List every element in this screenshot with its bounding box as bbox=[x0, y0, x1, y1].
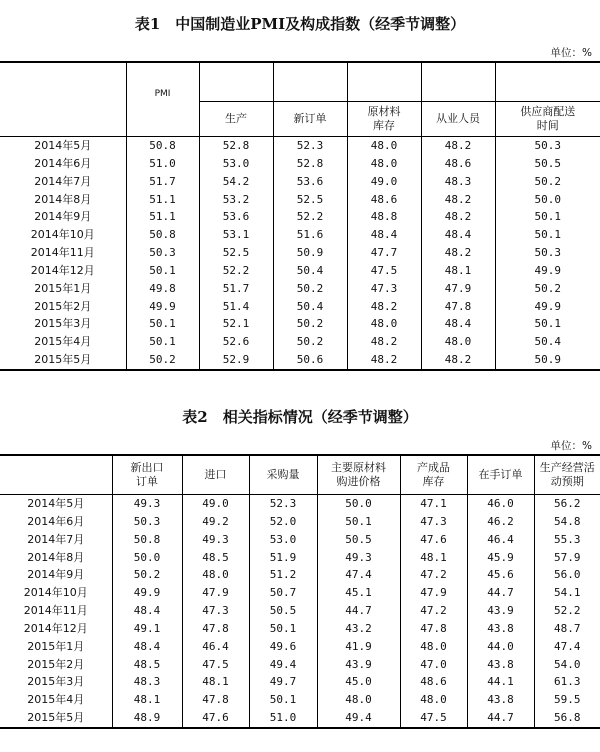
table2-row-label: 2015年3月 bbox=[27, 675, 85, 689]
table2-row bbox=[0, 620, 600, 638]
table2-cell: 49.3 bbox=[112, 495, 182, 513]
table1-cell: 50.1 bbox=[495, 208, 600, 226]
table1-cell: 53.6 bbox=[273, 173, 347, 191]
table2-cell: 44.7 bbox=[317, 602, 400, 620]
table2-cell: 50.0 bbox=[112, 549, 182, 567]
table1-cell: 50.2 bbox=[273, 333, 347, 351]
table1-corner-cell bbox=[0, 62, 126, 137]
table2-cell: 52.2 bbox=[534, 602, 600, 620]
table2-cell: 48.0 bbox=[400, 638, 467, 656]
table1-cell: 48.6 bbox=[421, 155, 495, 173]
table2-cell: 48.0 bbox=[317, 691, 400, 709]
table1-cell: 52.1 bbox=[199, 315, 273, 333]
table1-cell: 50.2 bbox=[495, 173, 600, 191]
table2-cell: 46.2 bbox=[467, 513, 534, 531]
table1-cell: 48.4 bbox=[347, 226, 421, 244]
table2-cell: 47.3 bbox=[400, 513, 467, 531]
table2-cell: 45.9 bbox=[467, 549, 534, 567]
table2-cell: 50.2 bbox=[112, 566, 182, 584]
table2-row-label: 2014年6月 bbox=[27, 514, 85, 528]
table2-cell: 47.4 bbox=[317, 566, 400, 584]
table1-row bbox=[0, 262, 600, 280]
table1-cell: 48.1 bbox=[421, 262, 495, 280]
table1-header-2: 原材料 库存 bbox=[347, 102, 421, 137]
table1-cell: 48.0 bbox=[347, 155, 421, 173]
table2-row bbox=[0, 549, 600, 567]
table1-cell: 48.2 bbox=[347, 351, 421, 370]
table2-row-label: 2015年2月 bbox=[27, 657, 85, 671]
table1-row-label: 2015年2月 bbox=[34, 299, 92, 313]
table1-row bbox=[0, 208, 600, 226]
table2-cell: 48.1 bbox=[112, 691, 182, 709]
table2-row-label: 2015年1月 bbox=[27, 639, 85, 653]
table1-cell: 52.6 bbox=[199, 333, 273, 351]
table1-cell: 50.9 bbox=[495, 351, 600, 370]
table1-cell: 52.5 bbox=[199, 244, 273, 262]
table2-cell: 50.3 bbox=[112, 513, 182, 531]
table1-cell: 50.4 bbox=[495, 333, 600, 351]
table2-cell: 52.3 bbox=[249, 495, 317, 513]
table1-cell: 50.1 bbox=[126, 333, 199, 351]
table2-row-label: 2014年8月 bbox=[27, 550, 85, 564]
table2-cell: 50.5 bbox=[249, 602, 317, 620]
table2-cell: 47.6 bbox=[182, 709, 249, 728]
table1-cell: 50.6 bbox=[273, 351, 347, 370]
table1-cell: 49.0 bbox=[347, 173, 421, 191]
table2-cell: 49.0 bbox=[182, 495, 249, 513]
table2-cell: 45.1 bbox=[317, 584, 400, 602]
table2-cell: 47.8 bbox=[182, 620, 249, 638]
table2-row bbox=[0, 691, 600, 709]
table1-row-label: 2015年4月 bbox=[34, 335, 92, 349]
table2-row-label: 2015年4月 bbox=[27, 693, 85, 707]
table2-row bbox=[0, 656, 600, 674]
table2-row bbox=[0, 638, 600, 656]
table2-cell: 48.4 bbox=[112, 638, 182, 656]
table1-cell: 53.0 bbox=[199, 155, 273, 173]
table2-cell: 47.9 bbox=[400, 584, 467, 602]
table1-cell: 50.8 bbox=[126, 137, 199, 155]
table1-cell: 48.2 bbox=[347, 298, 421, 316]
table2-cell: 47.2 bbox=[400, 566, 467, 584]
table1-cell: 50.5 bbox=[495, 155, 600, 173]
table1-cell: 50.1 bbox=[126, 262, 199, 280]
table2-row-label: 2014年11月 bbox=[23, 604, 88, 618]
table2-cell: 43.8 bbox=[467, 691, 534, 709]
table1-cell: 50.9 bbox=[273, 244, 347, 262]
table2-cell: 46.0 bbox=[467, 495, 534, 513]
table1-row-label: 2015年5月 bbox=[34, 353, 92, 367]
table2-cell: 54.0 bbox=[534, 656, 600, 674]
table1-cell: 50.4 bbox=[273, 298, 347, 316]
table1-cell: 48.4 bbox=[421, 315, 495, 333]
table2-cell: 45.6 bbox=[467, 566, 534, 584]
table2-cell: 47.1 bbox=[400, 495, 467, 513]
table2-cell: 57.9 bbox=[534, 549, 600, 567]
table2-cell: 49.3 bbox=[182, 531, 249, 549]
table1-cell: 48.2 bbox=[347, 333, 421, 351]
table1-cell: 47.7 bbox=[347, 244, 421, 262]
table2-cell: 49.1 bbox=[112, 620, 182, 638]
table2-corner-cell bbox=[0, 455, 112, 495]
table2-cell: 44.7 bbox=[467, 584, 534, 602]
table2-cell: 47.8 bbox=[400, 620, 467, 638]
table1-cell: 47.8 bbox=[421, 298, 495, 316]
table1-cell: 53.2 bbox=[199, 191, 273, 209]
table2-cell: 47.5 bbox=[400, 709, 467, 728]
table1-row-label: 2014年10月 bbox=[30, 228, 95, 242]
table2-cell: 61.3 bbox=[534, 673, 600, 691]
table2-cell: 50.1 bbox=[249, 620, 317, 638]
table2-row-label: 2014年12月 bbox=[23, 621, 88, 635]
table2-cell: 48.3 bbox=[112, 673, 182, 691]
table2-row bbox=[0, 531, 600, 549]
table1-row-label: 2014年12月 bbox=[30, 263, 95, 277]
table2-cell: 52.0 bbox=[249, 513, 317, 531]
table2-cell: 43.2 bbox=[317, 620, 400, 638]
table2-cell: 48.4 bbox=[112, 602, 182, 620]
table1-header-pmi: PMI bbox=[126, 62, 199, 137]
table1-cell: 48.0 bbox=[421, 333, 495, 351]
table2-row-label: 2015年5月 bbox=[27, 711, 85, 725]
table2-row-label: 2014年5月 bbox=[27, 497, 85, 510]
table1-title: 表1 中国制造业PMI及构成指数（经季节调整） bbox=[134, 15, 466, 33]
table2-cell: 56.8 bbox=[534, 709, 600, 728]
table1 bbox=[0, 61, 600, 371]
table2-cell: 50.1 bbox=[317, 513, 400, 531]
table2-cell: 51.9 bbox=[249, 549, 317, 567]
table1-cell: 52.3 bbox=[273, 137, 347, 155]
table1-cell: 48.4 bbox=[421, 226, 495, 244]
table1-cell: 49.9 bbox=[495, 298, 600, 316]
table2-row-label: 2014年7月 bbox=[27, 532, 85, 546]
table2-cell: 44.7 bbox=[467, 709, 534, 728]
table1-cell: 48.2 bbox=[421, 244, 495, 262]
table1-cell: 52.2 bbox=[273, 208, 347, 226]
table1-cell: 49.9 bbox=[495, 262, 600, 280]
table1-cell: 50.4 bbox=[273, 262, 347, 280]
table2-cell: 51.0 bbox=[249, 709, 317, 728]
table2-header-5: 在手订单 bbox=[467, 455, 534, 495]
table1-cell: 48.2 bbox=[421, 351, 495, 370]
table1-cell: 51.6 bbox=[273, 226, 347, 244]
table1-cell: 51.1 bbox=[126, 208, 199, 226]
table2-cell: 49.9 bbox=[112, 584, 182, 602]
table1-row-label: 2015年1月 bbox=[34, 281, 92, 295]
table1-cell: 52.8 bbox=[273, 155, 347, 173]
table2-row bbox=[0, 584, 600, 602]
table2-cell: 51.2 bbox=[249, 566, 317, 584]
table1-row-label: 2014年11月 bbox=[30, 246, 95, 260]
table1-cell: 48.2 bbox=[421, 191, 495, 209]
table2-unit: 单位：% bbox=[550, 440, 592, 452]
table1-header-3: 从业人员 bbox=[421, 102, 495, 137]
table2-cell: 43.8 bbox=[467, 620, 534, 638]
table2-cell: 54.1 bbox=[534, 584, 600, 602]
table1-row bbox=[0, 298, 600, 316]
table1-cell: 47.9 bbox=[421, 280, 495, 298]
table2-cell: 47.5 bbox=[182, 656, 249, 674]
table2-cell: 46.4 bbox=[467, 531, 534, 549]
table2-cell: 56.0 bbox=[534, 566, 600, 584]
table1-header-0: 生产 bbox=[199, 102, 273, 137]
table2-cell: 43.9 bbox=[467, 602, 534, 620]
table1-row bbox=[0, 226, 600, 244]
table2-cell: 48.9 bbox=[112, 709, 182, 728]
table2-cell: 50.5 bbox=[317, 531, 400, 549]
table1-cell: 48.0 bbox=[347, 315, 421, 333]
table1-row bbox=[0, 137, 600, 155]
table1-cell: 50.2 bbox=[273, 280, 347, 298]
table2-cell: 49.3 bbox=[317, 549, 400, 567]
table2-cell: 49.4 bbox=[317, 709, 400, 728]
table2-cell: 49.2 bbox=[182, 513, 249, 531]
table2-cell: 48.1 bbox=[400, 549, 467, 567]
table2-cell: 47.8 bbox=[182, 691, 249, 709]
table2-cell: 53.0 bbox=[249, 531, 317, 549]
table1-cell: 50.0 bbox=[495, 191, 600, 209]
table1-cell: 49.8 bbox=[126, 280, 199, 298]
table1-cell: 50.3 bbox=[495, 137, 600, 155]
table2-cell: 48.1 bbox=[182, 673, 249, 691]
table2-header-4: 产成品 库存 bbox=[400, 455, 467, 495]
table2-cell: 48.0 bbox=[400, 691, 467, 709]
table2-cell: 54.8 bbox=[534, 513, 600, 531]
table2-header-6: 生产经营活 动预期 bbox=[534, 455, 600, 495]
table1-row-label: 2015年3月 bbox=[34, 317, 92, 331]
table1-cell: 48.8 bbox=[347, 208, 421, 226]
table2-cell: 50.7 bbox=[249, 584, 317, 602]
table1-cell: 52.5 bbox=[273, 191, 347, 209]
table2-row-label: 2014年9月 bbox=[27, 568, 85, 582]
table1-header-4: 供应商配送 时间 bbox=[495, 102, 600, 137]
table1-cell: 48.0 bbox=[347, 137, 421, 155]
table2-cell: 50.0 bbox=[317, 495, 400, 513]
table2-row bbox=[0, 673, 600, 691]
table2-cell: 50.1 bbox=[249, 691, 317, 709]
table2-cell: 41.9 bbox=[317, 638, 400, 656]
table2-row bbox=[0, 709, 600, 728]
table2-cell: 47.2 bbox=[400, 602, 467, 620]
table1-cell: 53.1 bbox=[199, 226, 273, 244]
table1-row bbox=[0, 280, 600, 298]
table1-cell: 50.2 bbox=[273, 315, 347, 333]
table2-cell: 59.5 bbox=[534, 691, 600, 709]
table1-cell: 50.1 bbox=[495, 315, 600, 333]
table1-cell: 51.7 bbox=[199, 280, 273, 298]
table1-row-label: 2014年8月 bbox=[34, 192, 92, 206]
table1-cell: 50.2 bbox=[126, 351, 199, 370]
table1-cell: 54.2 bbox=[199, 173, 273, 191]
table1-cell: 51.7 bbox=[126, 173, 199, 191]
table1-row bbox=[0, 244, 600, 262]
table2-row bbox=[0, 513, 600, 531]
table2-cell: 55.3 bbox=[534, 531, 600, 549]
table1-cell: 47.3 bbox=[347, 280, 421, 298]
table1-cell: 47.5 bbox=[347, 262, 421, 280]
table2-cell: 49.7 bbox=[249, 673, 317, 691]
table1-cell: 53.6 bbox=[199, 208, 273, 226]
table2-cell: 43.9 bbox=[317, 656, 400, 674]
table2-cell: 48.5 bbox=[182, 549, 249, 567]
table1-row bbox=[0, 155, 600, 173]
table1-row-label: 2014年9月 bbox=[34, 210, 92, 224]
table1-cell: 52.9 bbox=[199, 351, 273, 370]
table1-cell: 50.1 bbox=[495, 226, 600, 244]
table2-row bbox=[0, 566, 600, 584]
table1-row bbox=[0, 173, 600, 191]
table1-cell: 50.3 bbox=[126, 244, 199, 262]
table2-cell: 50.8 bbox=[112, 531, 182, 549]
table1-cell: 51.4 bbox=[199, 298, 273, 316]
table1-cell: 52.8 bbox=[199, 137, 273, 155]
table2-row bbox=[0, 602, 600, 620]
table1-cell: 50.3 bbox=[495, 244, 600, 262]
table2-cell: 47.9 bbox=[182, 584, 249, 602]
table2-cell: 56.2 bbox=[534, 495, 600, 513]
table2-cell: 48.0 bbox=[182, 566, 249, 584]
table2-row bbox=[0, 495, 600, 513]
table2-cell: 48.6 bbox=[400, 673, 467, 691]
table2-cell: 45.0 bbox=[317, 673, 400, 691]
table1-cell: 52.2 bbox=[199, 262, 273, 280]
table2-cell: 48.5 bbox=[112, 656, 182, 674]
table2-cell: 46.4 bbox=[182, 638, 249, 656]
table2-cell: 49.4 bbox=[249, 656, 317, 674]
table2-cell: 44.0 bbox=[467, 638, 534, 656]
table2-cell: 44.1 bbox=[467, 673, 534, 691]
table2-cell: 48.7 bbox=[534, 620, 600, 638]
table1-cell: 48.3 bbox=[421, 173, 495, 191]
table1-cell: 49.9 bbox=[126, 298, 199, 316]
table1-row-label: 2014年6月 bbox=[34, 156, 92, 170]
table2-cell: 47.0 bbox=[400, 656, 467, 674]
table2-header-3: 主要原材料 购进价格 bbox=[317, 455, 400, 495]
table2-title: 表2 相关指标情况（经季节调整） bbox=[182, 408, 418, 426]
table2-cell: 47.6 bbox=[400, 531, 467, 549]
table1-row bbox=[0, 333, 600, 351]
table1-cell: 51.1 bbox=[126, 191, 199, 209]
table2-cell: 49.6 bbox=[249, 638, 317, 656]
table2-cell: 43.8 bbox=[467, 656, 534, 674]
table1-row bbox=[0, 351, 600, 370]
table1-row-label: 2014年5月 bbox=[34, 139, 92, 152]
table1-header-1: 新订单 bbox=[273, 102, 347, 137]
table2-header-2: 采购量 bbox=[249, 455, 317, 495]
table1-row-label: 2014年7月 bbox=[34, 174, 92, 188]
table2-header-0: 新出口 订单 bbox=[112, 455, 182, 495]
table1-cell: 50.2 bbox=[495, 280, 600, 298]
table2 bbox=[0, 454, 600, 729]
table1-row bbox=[0, 315, 600, 333]
table1-cell: 48.2 bbox=[421, 208, 495, 226]
table2-cell: 47.3 bbox=[182, 602, 249, 620]
table1-cell: 51.0 bbox=[126, 155, 199, 173]
table2-cell: 47.4 bbox=[534, 638, 600, 656]
table1-cell: 48.6 bbox=[347, 191, 421, 209]
table1-row bbox=[0, 191, 600, 209]
table2-row-label: 2014年10月 bbox=[23, 586, 88, 600]
table1-unit: 单位：% bbox=[550, 47, 592, 59]
table1-cell: 50.1 bbox=[126, 315, 199, 333]
table1-cell: 50.8 bbox=[126, 226, 199, 244]
table1-cell: 48.2 bbox=[421, 137, 495, 155]
table2-header-1: 进口 bbox=[182, 455, 249, 495]
